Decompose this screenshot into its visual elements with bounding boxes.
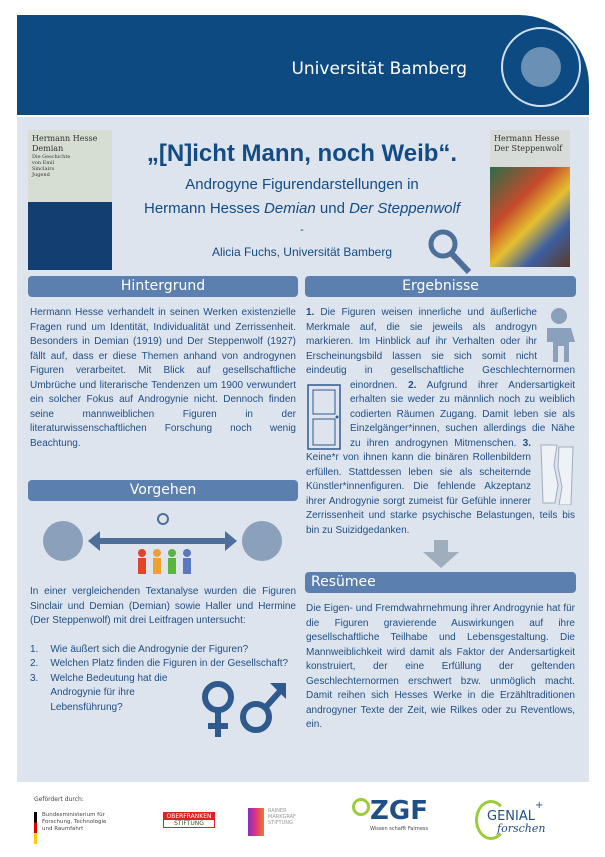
- question-item: [30, 657, 296, 672]
- section-heading-ergebnisse: Ergebnisse: [305, 276, 576, 297]
- genial-forschen-logo: [475, 800, 545, 835]
- door-icon: [306, 383, 342, 451]
- rainer-markgraf-stiftung-logo: [248, 808, 304, 836]
- zgf-logo: [352, 796, 428, 832]
- result-number: 1.: [306, 307, 315, 318]
- zgf-subtitle: Wissen schafft Fairness: [370, 826, 429, 832]
- poster-subtitle: Androgyne Figurendarstellungen in: [185, 176, 419, 193]
- forschen-text: forschen: [497, 821, 546, 835]
- cover-subtitle: Die Geschichte von Emil Sinclairs Jugend: [32, 154, 71, 178]
- question-text: Wie äußert sich die Androgynie der Figuren?: [50, 643, 249, 655]
- question-item: [30, 672, 180, 716]
- question-text: Welche Bedeutung hat die Androgynie für ihre Lebensführung?: [50, 672, 168, 713]
- bmbf-text: Bundesministerium für Forschung, Technologie und Raumfahrt: [42, 812, 107, 832]
- resuemee-text: Die Eigen- und Fremdwahrnehmung ihrer Androgynie hat für die Figuren gravierende Auswirkungen auf ihre gesellschaftliche Teilhabe und Lebensgestaltung. Die Mannweiblichkeit wird damit als Faktor der Andersartigkeit konstruiert, der eine Erfüllung der geltenden Geschlechternormen erschwert bzw. unmöglich macht. Damit reihen sich Hesses Werke in die Erzähltraditionen androgyner Texte der Zeit, wie Rilkes oder zu Reventlows, ein.: [306, 603, 575, 730]
- result-number: 3.: [522, 437, 531, 449]
- poster-title: „[N]icht Mann, noch Weib“.: [146, 140, 458, 167]
- questions-area: [30, 643, 296, 716]
- subtitle-demian: Demian: [264, 200, 316, 217]
- bmbf-logo: [34, 812, 112, 844]
- section-heading-hintergrund: Hintergrund: [28, 276, 298, 297]
- book-cover-steppenwolf: [490, 130, 570, 267]
- hintergrund-text: Hermann Hesse verhandelt in seinen Werken existenzielle Fragen rund um Identität, Individualität und Zerrissenheit. Besonders in Demian (1919) und Der Steppenwolf (1927) fällt auf, dass er diese Themen anhand von androgynen Figuren verarbeitet. Mit Blick auf gesellschaftliche Umbrüche und literarische Tendenzen um 1900 verwundert ein solcher Fokus auf Androgynie nicht. Dennoch finden seine mannweiblichen Figuren in der literaturwissenschaftlichen Forschung noch wenig Beachtung.: [30, 307, 296, 449]
- person-icon: [543, 306, 575, 362]
- book-icon: [242, 521, 282, 561]
- search-icon: [158, 514, 168, 524]
- vorgehen-text: In einer vergleichenden Textanalyse wurden die Figuren Sinclair und Demian (Demian) sowie Haller und Hermine (Der Steppenwolf) mit drei Leitfragen untersucht:: [30, 586, 296, 626]
- result-text: Keine*r von ihnen kann die binären Rollenbildern erfüllen. Stattdessen leben sie als scheiternde Künstler*innenfiguren. Die fehlende Akzeptanz ihrer Androgynie sorgt zumeist für Gefühle innerer Zerrissenheit und starke psychische Belastungen, teils bis bin zu Suizidgedanken.: [306, 452, 575, 536]
- result-text: Aufgrund ihrer Andersartigkeit erhalten sie weder zu männlich noch zu weiblich codierten Räumen Zugang. Damit leben sie als Einzelgänger*innen, suchen allerdings die Nähe zu ihren androgynen Mitmenschen.: [350, 379, 575, 449]
- genial-plus: +: [534, 800, 544, 811]
- poster-subtitle-2: [114, 200, 490, 217]
- funded-by-label: Gefördert durch:: [34, 796, 84, 803]
- question-number: 2.: [30, 658, 39, 669]
- title-dash: -: [300, 224, 304, 236]
- left-column-top: [28, 276, 298, 451]
- section-heading-resuemee: Resümee: [305, 572, 576, 593]
- m-mark: [248, 808, 264, 836]
- subtitle-text: und: [315, 200, 350, 217]
- people-icons: [138, 549, 191, 574]
- cover-author: Hermann Hesse: [32, 134, 98, 143]
- subtitle-text: Hermann Hesses: [143, 200, 265, 217]
- section-heading-vorgehen: Vorgehen: [28, 480, 298, 501]
- right-column: [305, 276, 576, 733]
- result-text: Die Figuren weisen innerliche und äußerliche Merkmale auf, die sie jeweils als androgyn markieren. Im Hinblick auf ihr Verhalten oder ihr Erscheinungsbild lassen sie sich somit nicht eindeutig in gesellschaftliche Geschlechternormen einordnen.: [306, 307, 575, 391]
- magnifier-icon: [425, 228, 475, 276]
- logo-text: OBERFRANKEN: [164, 813, 214, 820]
- university-name: Universität Bamberg: [291, 59, 467, 79]
- book-cover-demian: [28, 130, 112, 270]
- painting-image: [490, 167, 570, 267]
- genial-text: GENIAL: [487, 808, 535, 824]
- question-text: Welchen Platz finden die Figuren in der Gesellschaft?: [50, 658, 289, 669]
- ergebnisse-text: [306, 306, 575, 538]
- question-number: 3.: [30, 672, 39, 684]
- question-number: 1.: [30, 643, 39, 655]
- german-flag-bar: [34, 812, 37, 844]
- oberfranken-stiftung-logo: [163, 812, 215, 828]
- logo-text: RAINER MARKGRAF STIFTUNG: [268, 808, 296, 826]
- cover-title: Demian: [32, 144, 64, 153]
- magnifier-logo-mark: [352, 798, 370, 816]
- comparison-graphic: [40, 509, 285, 579]
- gender-symbols-icon: [200, 679, 290, 739]
- down-arrow-icon: [421, 540, 461, 568]
- torn-paper-icon: [539, 443, 575, 505]
- subtitle-steppenwolf: Der Steppenwolf: [349, 200, 460, 217]
- logo-text: STIFTUNG: [174, 820, 204, 827]
- seagull-image: [28, 202, 112, 270]
- zgf-text: ZGF: [370, 796, 428, 826]
- author-line: Alicia Fuchs, Universität Bamberg: [211, 245, 393, 259]
- university-seal: [501, 27, 581, 107]
- book-icon: [43, 521, 83, 561]
- left-column-bottom: [28, 480, 298, 715]
- cover-title: Der Steppenwolf: [494, 144, 563, 153]
- result-number: 2.: [408, 379, 417, 391]
- question-item: [30, 643, 296, 658]
- cover-author: Hermann Hesse: [494, 134, 560, 143]
- header-banner: [17, 15, 589, 115]
